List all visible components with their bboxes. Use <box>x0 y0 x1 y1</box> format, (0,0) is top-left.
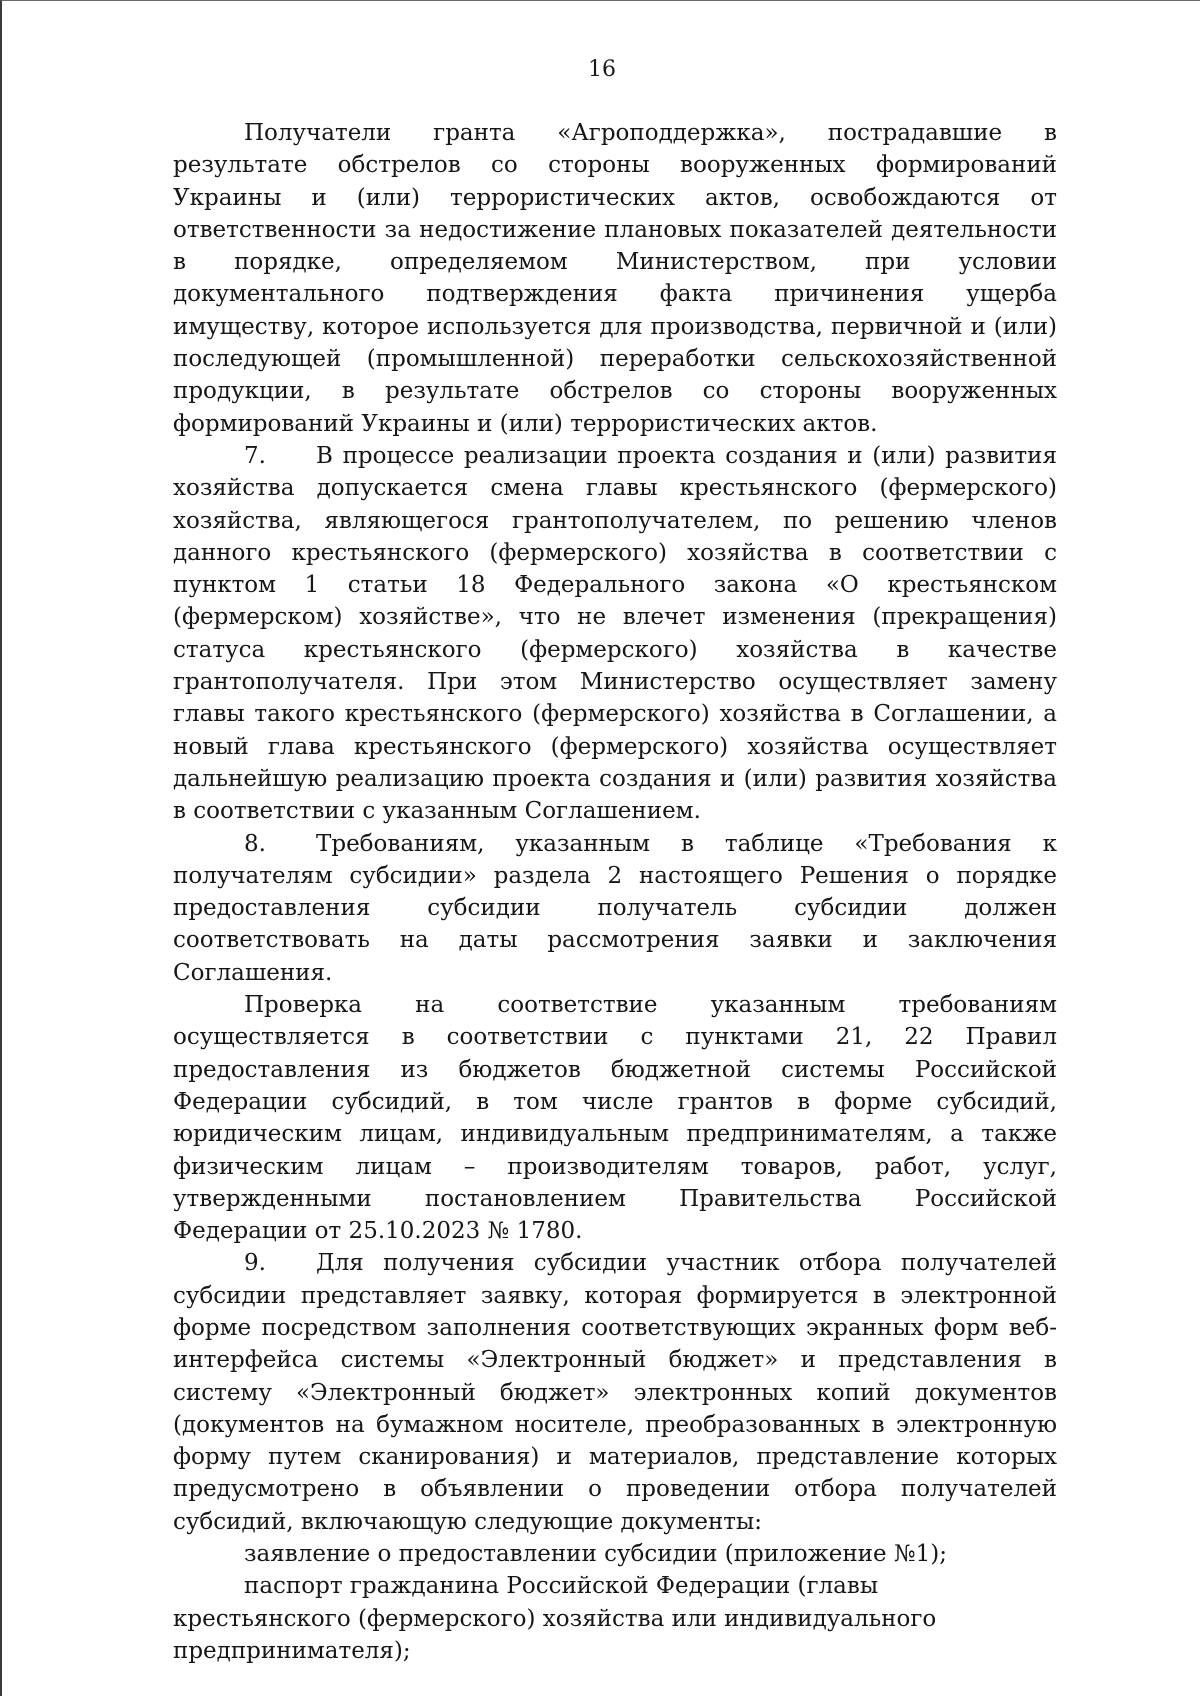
paragraph-grant-exemption <box>173 117 1057 440</box>
paragraph-text: Получатели гранта «Агроподдержка», пострадавшие в результате обстрелов со стороны вооруженных формирований Украины и (или) террористических актов, освобождаются от ответственности за недостижение плановых показателей деятельности в порядке, определяемом Министерством, при условии документального подтверждения факта причинения ущерба имуществу, которое используется для производства, первичной и (или) последующей (промышленной) переработки сельскохозяйственной продукции, в результате обстрелов со стороны вооруженных формирований Украины и (или) террористических актов. <box>173 120 1057 437</box>
paragraph-text: В процессе реализации проекта создания и (или) развития хозяйства допускается смена главы крестьянского (фермерского) хозяйства, являющегося грантополучателем, по решению членов данного крестьянского (фермерского) хозяйства в соответствии с пунктом 1 статьи 18 Федерального закона «О крестьянском (фермерском) хозяйстве», что не влечет изменения (прекращения) статуса крестьянского (фермерского) хозяйства в качестве грантополучателя. При этом Министерство осуществляет замену главы такого крестьянского (фермерского) хозяйства в Соглашении, а новый глава крестьянского (фермерского) хозяйства осуществляет дальнейшую реализацию проекта создания и (или) развития хозяйства в соответствии с указанным Соглашением. <box>173 442 1057 825</box>
paragraph-text: Для получения субсидии участник отбора получателей субсидии представляет заявку, которая формируется в электронной форме посредством заполнения соответствующих экранных форм веб-интерфейса системы «Электронный бюджет» и представления в систему «Электронный бюджет» электронных копий документов (документов на бумажном носителе, преобразованных в электронную форму путем сканирования) и материалов, представление которых предусмотрено в объявлении о проведении отбора получателей субсидий, включающую следующие документы: <box>173 1250 1057 1535</box>
list-item-application: заявление о предоставлении субсидии (приложение №1); <box>244 1541 948 1568</box>
paragraph-text: Требованиям, указанным в таблице «Требования к получателям субсидии» раздела 2 настоящего Решения о порядке предоставления субсидии получатель субсидии должен соответствовать на даты рассмотрения заявки и заключения Соглашения. <box>173 830 1057 986</box>
page-number: 16 <box>588 57 616 82</box>
paragraph-number: 7. <box>244 442 266 469</box>
paragraph-9 <box>173 1247 1057 1538</box>
paragraph-number: 8. <box>244 830 266 857</box>
paragraph-8 <box>173 828 1057 989</box>
paragraph-compliance-check <box>173 989 1057 1247</box>
paragraph-number: 9. <box>244 1250 266 1277</box>
list-item-passport: паспорт гражданина Российской Федерации (главы крестьянского (фермерского) хозяйства или индивидуального предпринимателя); <box>173 1573 937 1664</box>
document-body <box>173 117 1057 1667</box>
paragraph-text: Проверка на соответствие указанным требованиям осуществляется в соответствии с пунктами 21, 22 Правил предоставления из бюджетов бюджетной системы Российской Федерации субсидий, в том числе грантов в форме субсидий, юридическим лицам, индивидуальным предпринимателям, а также физическим лицам – производителям товаров, работ, услуг, утвержденными постановлением Правительства Российской Федерации от 25.10.2023 № 1780. <box>173 992 1057 1245</box>
paragraph-7 <box>173 440 1057 828</box>
